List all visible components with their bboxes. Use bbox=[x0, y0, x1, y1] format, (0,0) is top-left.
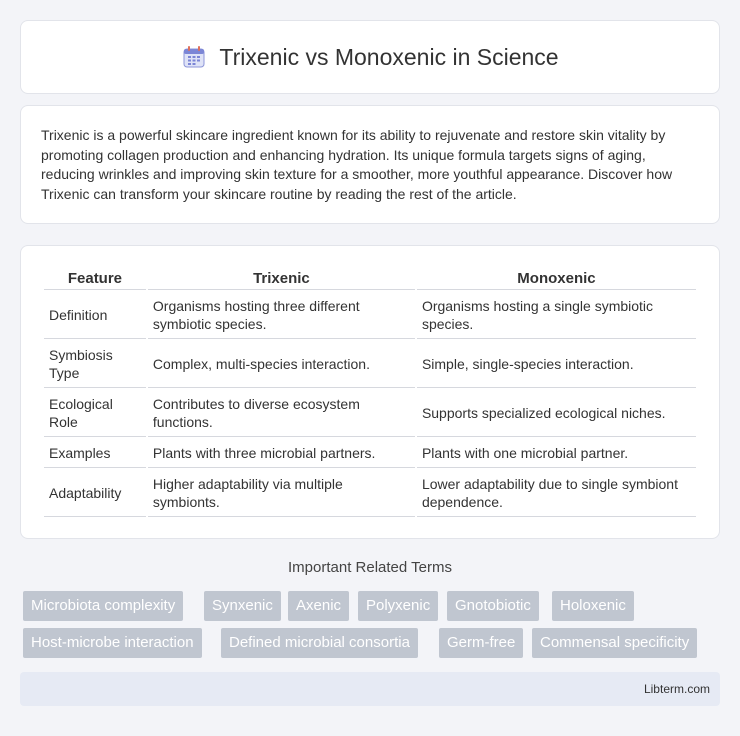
table-row bbox=[44, 341, 696, 388]
tag-polyxenic[interactable]: Polyxenic bbox=[358, 591, 438, 621]
table-row bbox=[44, 292, 696, 339]
feature-cell: Adaptability bbox=[44, 470, 146, 517]
feature-cell: Definition bbox=[44, 292, 146, 339]
monoxenic-cell: Supports specialized ecological niches. bbox=[417, 390, 696, 437]
monoxenic-cell: Plants with one microbial partner. bbox=[417, 439, 696, 468]
header-monoxenic: Monoxenic bbox=[417, 268, 696, 290]
feature-cell: Examples bbox=[44, 439, 146, 468]
comparison-table bbox=[42, 266, 698, 519]
header-card bbox=[20, 20, 720, 94]
table-row bbox=[44, 390, 696, 437]
trixenic-cell: Complex, multi-species interaction. bbox=[148, 341, 415, 388]
intro-text: Trixenic is a powerful skincare ingredient known for its ability to rejuvenate and restore skin vitality by promoting collagen production and enhancing hydration. Its unique formula targets signs of aging, reducing wrinkles and improving skin texture for a smoother, more youthful appearance. Discover how Trixenic can transform your skincare routine by reading the rest of the article. bbox=[41, 127, 673, 202]
feature-cell: Symbiosis Type bbox=[44, 341, 146, 388]
header-trixenic: Trixenic bbox=[148, 268, 415, 290]
footer-site-link[interactable]: Libterm.com bbox=[643, 682, 710, 696]
tag-defined-microbial-consortia[interactable]: Defined microbial consortia bbox=[221, 628, 418, 658]
tag-host-microbe-interaction[interactable]: Host-microbe interaction bbox=[23, 628, 202, 658]
related-terms-title: Important Related Terms bbox=[288, 559, 452, 576]
trixenic-cell: Contributes to diverse ecosystem functions. bbox=[148, 390, 415, 437]
comparison-card bbox=[20, 245, 720, 539]
tag-holoxenic[interactable]: Holoxenic bbox=[552, 591, 634, 621]
tag-germ-free[interactable]: Germ-free bbox=[439, 628, 523, 658]
tag-axenic[interactable]: Axenic bbox=[288, 591, 349, 621]
tag-gnotobiotic[interactable]: Gnotobiotic bbox=[447, 591, 539, 621]
table-row bbox=[44, 439, 696, 468]
monoxenic-cell: Organisms hosting a single symbiotic species. bbox=[417, 292, 696, 339]
footer bbox=[20, 672, 720, 706]
calendar-icon bbox=[181, 44, 207, 70]
monoxenic-cell: Lower adaptability due to single symbiont dependence. bbox=[417, 470, 696, 517]
tag-synxenic[interactable]: Synxenic bbox=[204, 591, 281, 621]
trixenic-cell: Plants with three microbial partners. bbox=[148, 439, 415, 468]
trixenic-cell: Organisms hosting three different symbiotic species. bbox=[148, 292, 415, 339]
trixenic-cell: Higher adaptability via multiple symbionts. bbox=[148, 470, 415, 517]
intro-card bbox=[20, 105, 720, 224]
table-row bbox=[44, 470, 696, 517]
page-title: Trixenic vs Monoxenic in Science bbox=[219, 43, 559, 70]
tag-commensal-specificity[interactable]: Commensal specificity bbox=[532, 628, 697, 658]
tag-microbiota-complexity[interactable]: Microbiota complexity bbox=[23, 591, 183, 621]
feature-cell: Ecological Role bbox=[44, 390, 146, 437]
header-feature: Feature bbox=[44, 268, 146, 290]
monoxenic-cell: Simple, single-species interaction. bbox=[417, 341, 696, 388]
page-title-wrap bbox=[181, 44, 558, 71]
